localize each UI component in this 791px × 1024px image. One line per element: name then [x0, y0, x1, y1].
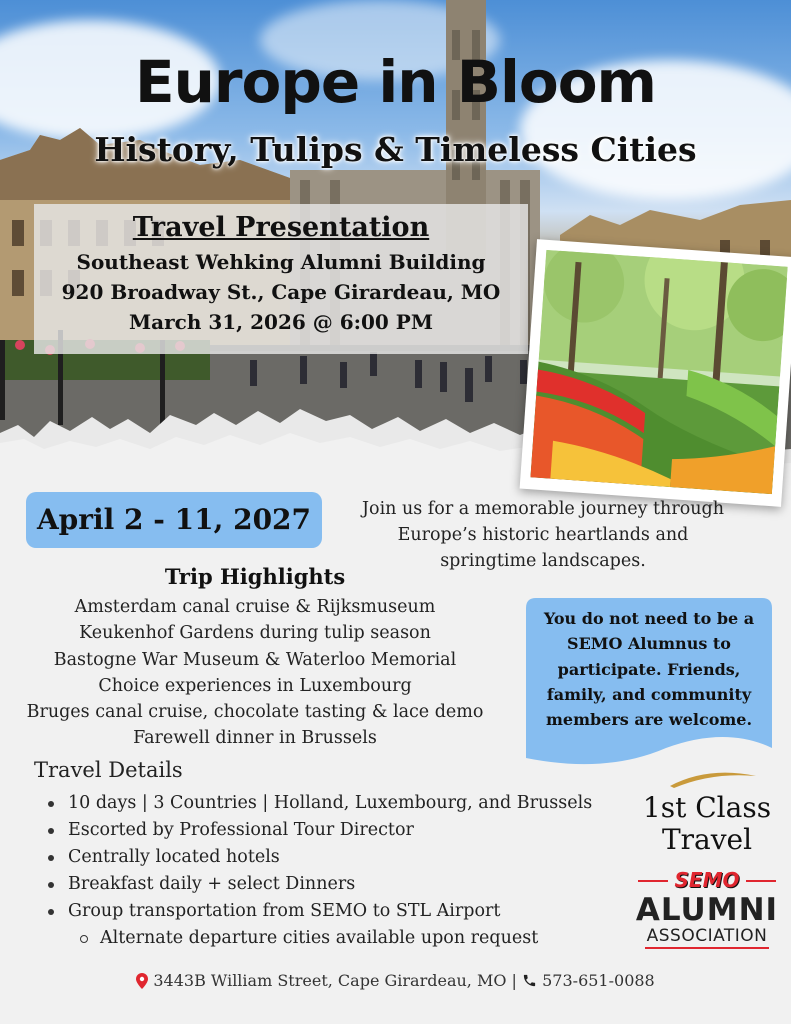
flyer-subtitle: History, Tulips & Timeless Cities [94, 130, 697, 169]
semo-wordmark: SEMO [674, 868, 740, 892]
phone-icon [522, 973, 537, 988]
travel-details-title: Travel Details [34, 758, 183, 782]
highlights-title: Trip Highlights [164, 564, 346, 589]
intro-text: Join us for a memorable journey through Europe’s historic heartlands and springtime landscapes. [362, 499, 724, 571]
presentation-box [34, 204, 528, 354]
presentation-datetime: March 31, 2026 @ 6:00 PM [129, 310, 433, 334]
first-class-line2: Travel [661, 823, 753, 856]
travel-detail-item: Escorted by Professional Tour Director [68, 817, 592, 844]
presentation-venue: Southeast Wehking Alumni Building [76, 250, 486, 274]
welcome-note: You do not need to be a SEMO Alumnus to participate. Friends, family, and community members are welcome. [543, 609, 755, 730]
highlights-list [0, 594, 510, 752]
travel-detail-item: 10 days | 3 Countries | Holland, Luxembourg, and Brussels [68, 790, 592, 817]
highlight-item: Farewell dinner in Brussels [133, 728, 377, 749]
travel-detail-item: Centrally located hotels [68, 844, 592, 871]
flyer-title: Europe in Bloom [135, 48, 656, 116]
tulip-garden-image [530, 250, 787, 494]
highlight-item: Amsterdam canal cruise & Rijksmuseum [74, 597, 436, 617]
highlight-item: Bastogne War Museum & Waterloo Memorial [53, 649, 457, 670]
travel-details-list [68, 790, 592, 952]
presentation-address: 920 Broadway St., Cape Girardeau, MO [61, 280, 501, 304]
trip-dates-badge: April 2 - 11, 2027 [26, 492, 322, 548]
alumni-wordmark: ALUMNI [635, 892, 779, 928]
travel-detail-item: Breakfast daily + select Dinners [68, 871, 592, 898]
gold-swoosh-icon [668, 766, 758, 790]
footer-phone: 573-651-0088 [542, 971, 655, 990]
travel-detail-subitem: Alternate departure cities available upon request [68, 925, 592, 952]
first-class-travel-logo [634, 792, 780, 856]
footer-separator: | [511, 971, 517, 990]
travel-detail-item: Group transportation from SEMO to STL Airport [68, 898, 592, 925]
highlight-item: Bruges canal cruise, chocolate tasting & lace demo [26, 702, 484, 723]
footer-contact [0, 970, 791, 990]
first-class-line1: 1st Class [642, 791, 772, 824]
tulip-garden-photo [520, 239, 791, 507]
footer-address: 3443B William Street, Cape Girardeau, MO [153, 971, 507, 990]
presentation-heading: Travel Presentation [132, 212, 430, 243]
location-pin-icon [136, 973, 148, 989]
semo-alumni-logo [634, 868, 780, 949]
association-wordmark: ASSOCIATION [645, 926, 770, 949]
highlight-item: Keukenhof Gardens during tulip season [79, 623, 431, 644]
highlight-item: Choice experiences in Luxembourg [98, 675, 412, 696]
